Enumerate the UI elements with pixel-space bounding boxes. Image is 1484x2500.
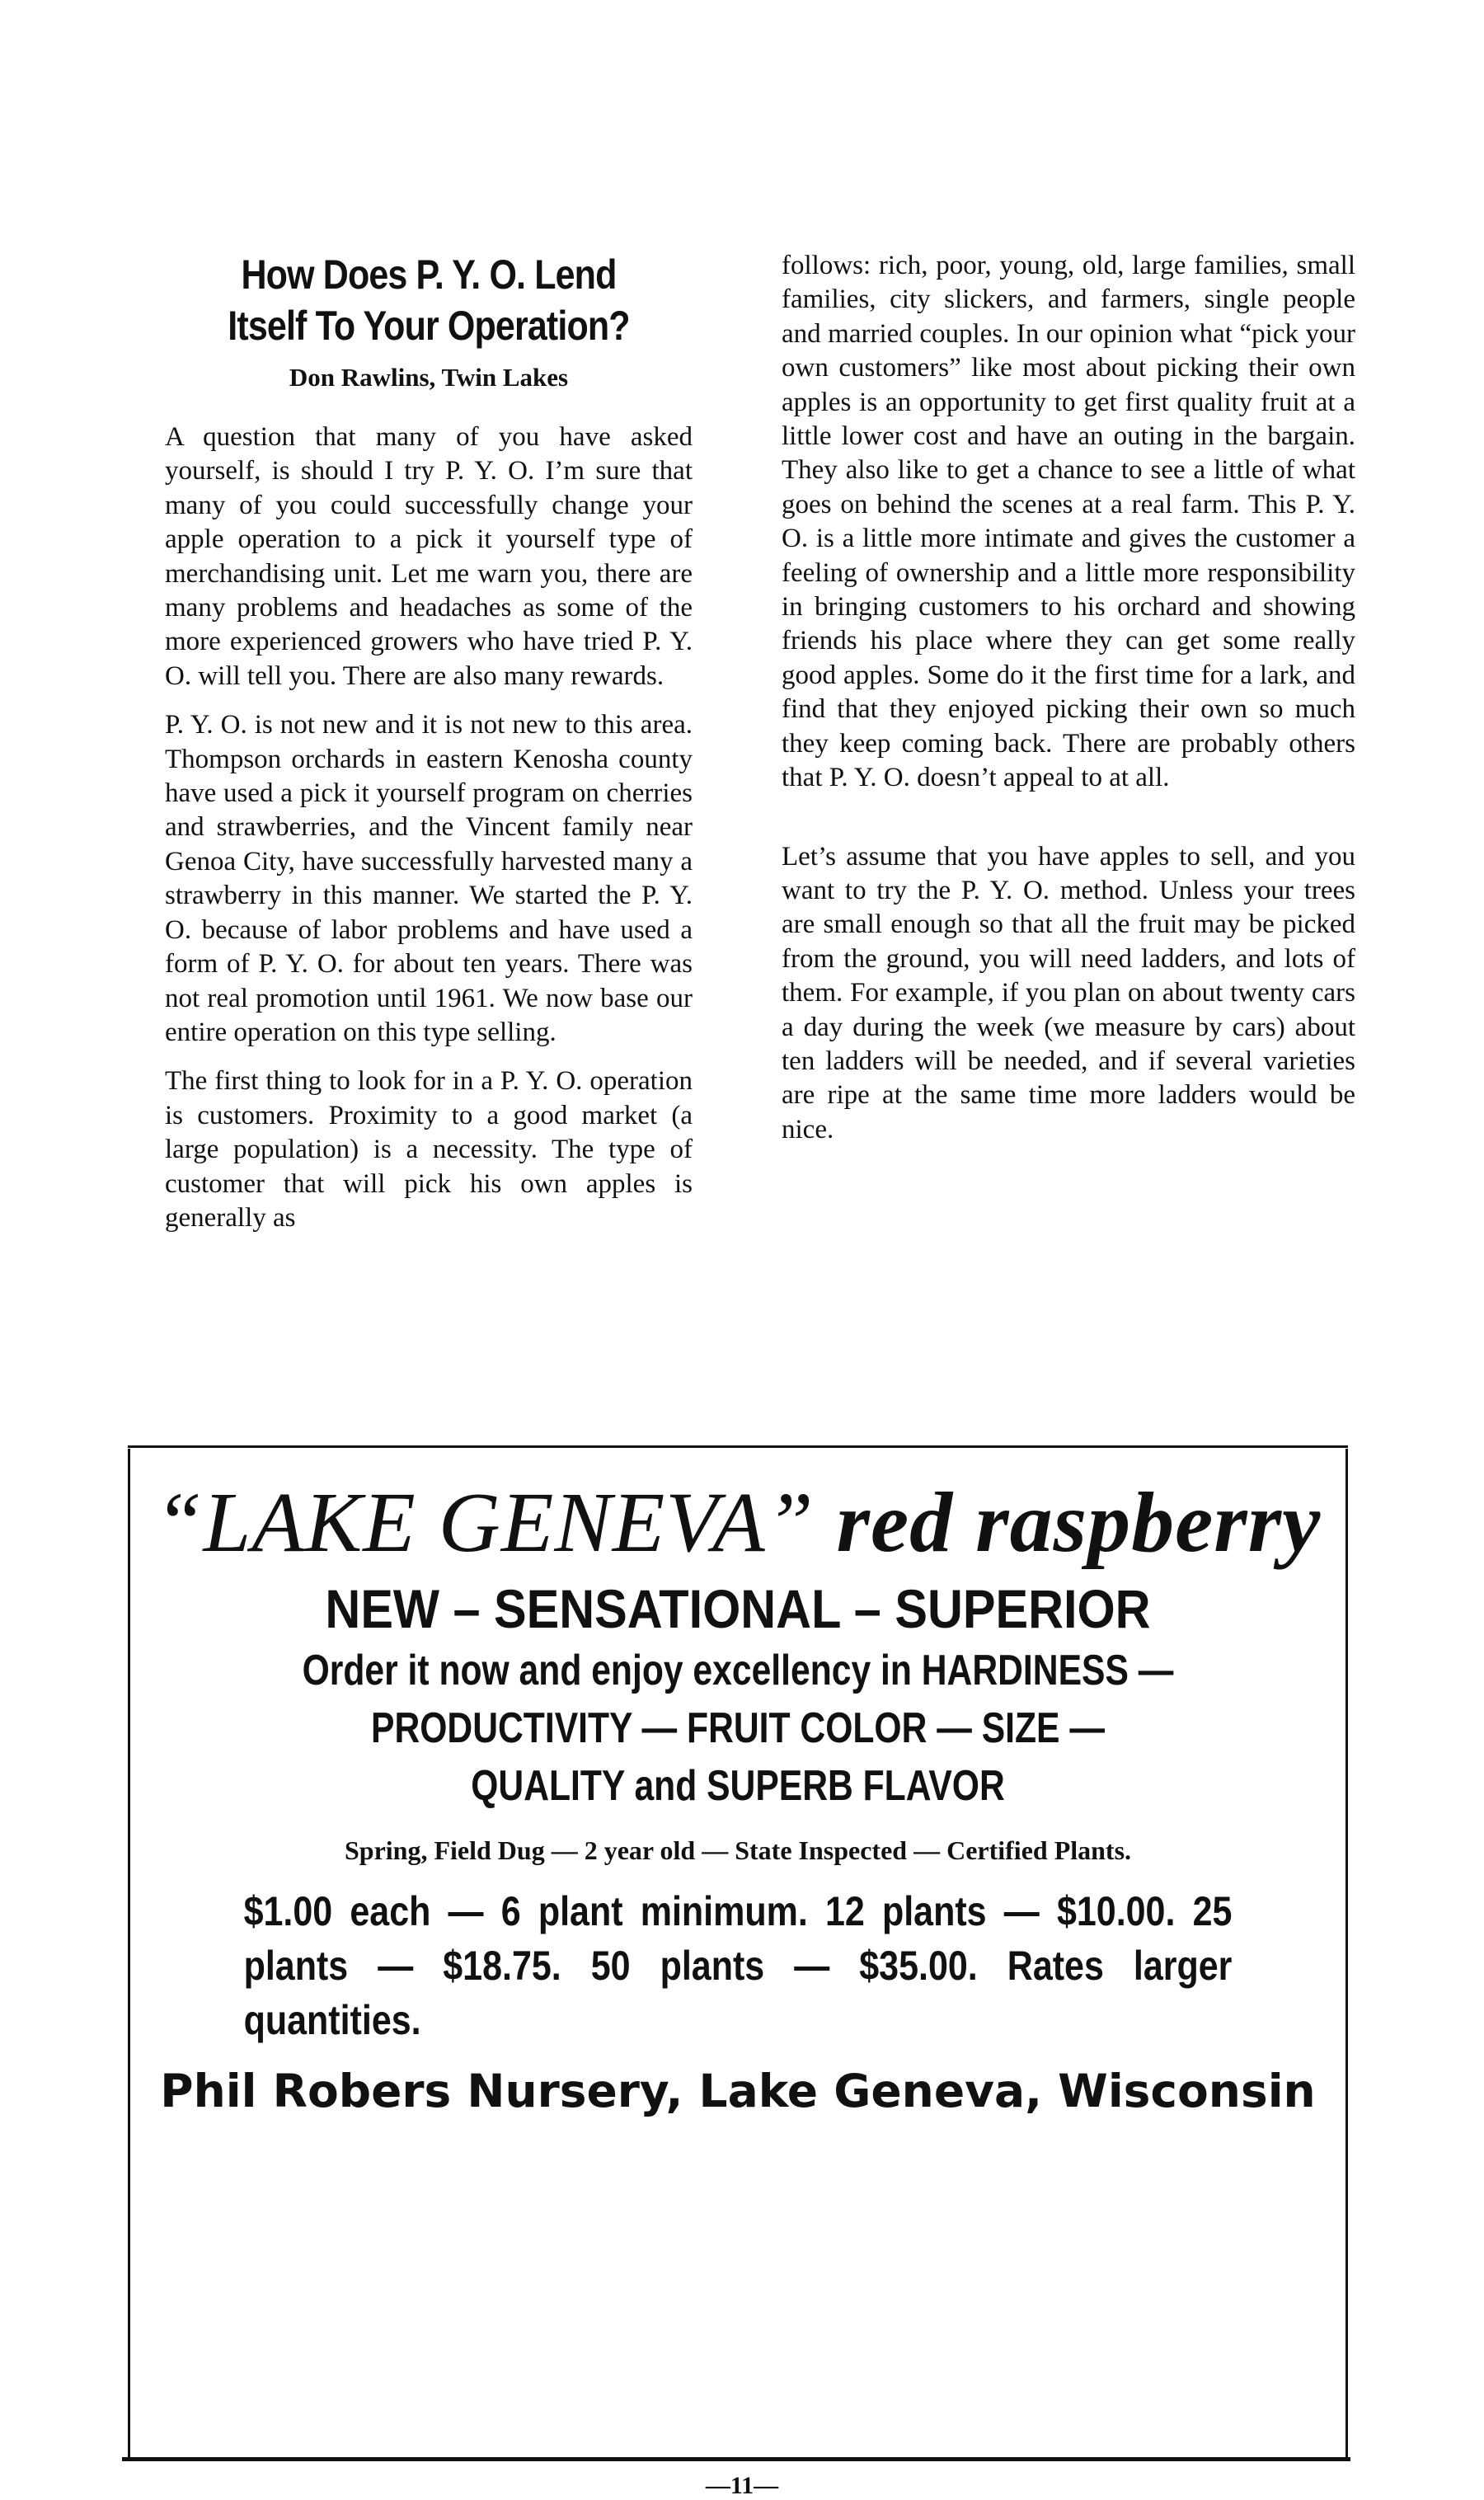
paragraph: The first thing to look for in a P. Y. O. operation is customers. Proximity to a good market (a large population) is a necessity. The type of customer that will pick his own apples is generally as (165, 1066, 693, 1233)
ad-details: Spring, Field Dug — 2 year old — State Inspected — Certified Plants. (344, 1835, 1132, 1865)
ad-nursery-name: Phil Robers Nursery, Lake Geneva, Wisconsin (160, 2065, 1316, 2117)
ad-line-2: PRODUCTIVITY — FRUIT COLOR — SIZE — (371, 1704, 1105, 1752)
ad-bottom-rule (122, 2457, 1350, 2461)
raspberry-advertisement (128, 1449, 1348, 2457)
ad-line-1: Order it now and enjoy excellency in HARDINESS — (302, 1647, 1174, 1694)
page-number: —11— (705, 2472, 779, 2499)
ad-tagline: NEW – SENSATIONAL – SUPERIOR (325, 1578, 1151, 1639)
ad-top-rule (128, 1445, 1348, 1448)
article-title-line1: How Does P. Y. O. Lend (241, 251, 617, 298)
ad-headline (130, 1473, 1345, 1572)
ad-headline-name: “LAKE GENEVA” (154, 1475, 815, 1570)
ad-headline-variety: red raspberry (836, 1475, 1322, 1570)
paragraph: P. Y. O. is not new and it is not new to this area. Thompson orchards in eastern Kenosha county have used a pick it yourself program on cherries and strawberries, and the Vincent family near Genoa City, have successfully harvested many a strawberry in this manner. We started the P. Y. O. because of labor problems and have used a form of P. Y. O. for about ten years. There was not real promotion until 1961. We now base our entire operation on this type selling. (165, 710, 693, 1047)
article-title (202, 249, 655, 351)
paragraph: Let’s assume that you have apples to sell, and you want to try the P. Y. O. method. Unless your trees are small enough so that all the fruit may be picked from the ground, you will need ladders, and lots of them. For example, if you plan on about twenty cars a day during the week (we measure by cars) about ten ladders will be needed, and if several varieties are ripe at the same time more ladders would be nice. (782, 841, 1355, 1144)
paragraph: A question that many of you have asked yourself, is should I try P. Y. O. I’m sure that many of you could successfully change your apple operation to a pick it yourself type of merchandising unit. Let me warn you, there are many problems and headaches as some of the more experienced growers who have tried P. Y. O. will tell you. There are also many rewards. (165, 422, 693, 691)
article-title-line2: Itself To Your Operation? (228, 303, 630, 349)
ad-line-3: QUALITY and SUPERB FLAVOR (471, 1762, 1005, 1810)
article-byline: Don Rawlins, Twin Lakes (289, 363, 569, 392)
ad-pricing: $1.00 each — 6 plant minimum. 12 plants — $10.00. 25 plants — $18.75. 50 plants — $35.00. Rates larger quantities. (243, 1888, 1233, 2043)
right-column (782, 249, 1355, 1162)
paragraph: follows: rich, poor, young, old, large families, small families, city slickers, and farmers, single people and married couples. In our opinion what “pick your own customers” like most about picking their own apples is an opportunity to get first quality fruit at a little lower cost and have an outing in the bargain. They also like to get a chance to see a little of what goes on behind the scenes at a real farm. This P. Y. O. is a little more intimate and gives the customer a feeling of ownership and a little more responsibility in bringing customers to his orchard and showing friends his place where they can get some really good apples. Some do it the first time for a lark, and find that they enjoyed picking their own so much they keep coming back. There are probably others that P. Y. O. doesn’t appeal to at all. (782, 251, 1355, 793)
left-column (165, 249, 693, 1250)
